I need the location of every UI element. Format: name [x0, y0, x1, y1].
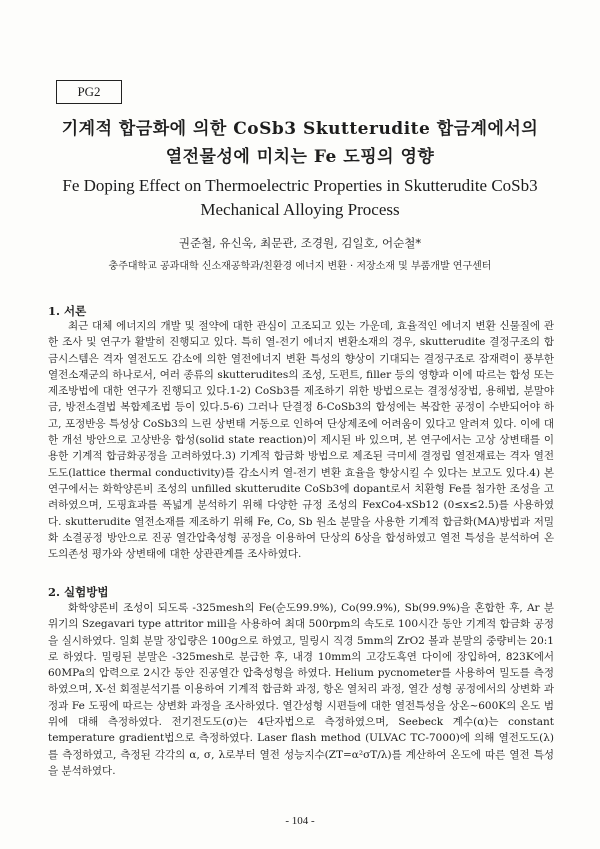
section-heading-methods: 2. 실험방법: [48, 585, 109, 599]
korean-title-line2: 열전물성에 미치는 Fe 도핑의 영향: [165, 147, 435, 167]
korean-title-line1: 기계적 합금화에 의한 CoSb3 Skutterudite 합금계에서의: [61, 119, 539, 139]
section-heading-introduction: 1. 서론: [48, 304, 87, 318]
session-tag: PG2: [56, 80, 122, 104]
english-title-line2: Mechanical Alloying Process: [200, 200, 400, 219]
page-number: - 104 -: [285, 815, 315, 827]
english-title-line1: Fe Doping Effect on Thermoelectric Properties in Skutterudite CoSb3: [62, 176, 538, 195]
section-body-methods: 화학양론비 조성이 되도록 -325mesh의 Fe(순도99.9%), Co(99.9%), Sb(99.9%)을 혼합한 후, Ar 분위기의 Szegavari type attritor mill을 사용하여 최대 500rpm의 속도로 100시간 동안 기계적 합금화 공정을 실시하였다. 일회 분말 장입량은 100g으로 하였고, 밀링시 직경 5mm의 ZrO2 볼과 분말의 중량비는 20:1로 하였다. 밀링된 분말은 -325mesh로 분급한 후, 내경 10mm의 고강도흑연 다이에 장입하여, 823K에서 60MPa의 압력으로 2시간 동안 진공열간 압축성형을 하였다. Helium pycnometer를 사용하여 밀도를 측정하였으며, X-선 회절분석기를 이용하여 기계적 합금화 과정, 항온 열처리 과정, 열간 성형 공정에서의 상변화 과정과 Fe 도핑에 따르는 상변화 과정을 조사하였다. 열간성형 시편들에 대한 열전특성을 상온~600K의 온도 범위에 대해 측정하였다. 전기전도도(σ)는 4단자법으로 측정하였으며, Seebeck 계수(α)는 constant temperature gradient법으로 측정하였다. Laser flash method (ULVAC TC-7000)에 의해 열전도도(λ)를 측정하였고, 측정된 각각의 α, σ, λ로부터 열전 성능지수(ZT=α²σT/λ)를 계산하여 온도에 따른 열전 특성을 분석하였다.: [48, 602, 554, 777]
section-body-introduction: 최근 대체 에너지의 개발 및 절약에 대한 관심이 고조되고 있는 가운데, 효율적인 에너지 변환 신물질에 관한 조사 및 연구가 활발히 진행되고 있다. 특히 열-전기 에너지 변환소재의 경우, skutterudite 결정구조의 합금시스템은 격자 열전도도 감소에 의한 열전에너지 변환 특성의 향상이 기대되는 결정구조로 잠재력이 풍부한 열전소재군의 하나로서, 여러 종류의 skutterudites의 조성, 도펀트, filler 등의 영향과 이에 따르는 합성 또는 제조방법에 대한 연구가 진행되고 있다.1-2) CoSb3를 제조하기 위한 방법으로는 결정성장법, 용해법, 분말야금, 방전소결법 복합제조법 등이 있다.5-6) 그러나 단결정 δ-CoSb3의 합성에는 복잡한 공정이 수반되어야 하고, 포정반응 특성상 CoSb3의 느린 상변태 거동으로 인하여 단상제조에 어려움이 있다고 알려져 있다. 이에 대한 개선 방안으로 고상반응 합성(solid state reaction)이 제시된 바 있으며, 본 연구에서는 고상 상변태를 이용한 기계적 합금화공정을 고려하였다.3) 기계적 합금화 방법으로 제조된 극미세 결정립 열전재료는 격자 열전도도(lattice thermal conductivity)를 감소시켜 열-전기 변환 효율을 향상시킬 수 있다는 보고도 있다.4) 본 연구에서는 화학양론비 조성의 unfilled skutterudite CoSb3에 dopant로서 치환형 Fe를 첨가한 조성을 고려하였으며, 도핑효과를 폭넓게 분석하기 위해 다양한 규정 조성의 FexCo4-xSb12 (0≤x≤2.5)를 사용하였다. skutterudite 열전소재를 제조하기 위해 Fe, Co, Sb 원소 분말을 사용한 기계적 합금화(MA)방법과 저밀화 소결공정 방안으로 진공 열간압축성형 공정을 이용하여 단상의 δ상을 합성하였고 열전 특성을 분석하여 온도의존성 평가와 상변태에 대한 상관관계를 조사하였다.: [48, 320, 554, 561]
affiliation: 충주대학교 공과대학 신소재공학과/친환경 에너지 변환 · 저장소재 및 부품개발 연구센터: [108, 261, 492, 272]
author-list: 권준철, 유신욱, 최문관, 조경원, 김일호, 어순철*: [178, 236, 422, 250]
